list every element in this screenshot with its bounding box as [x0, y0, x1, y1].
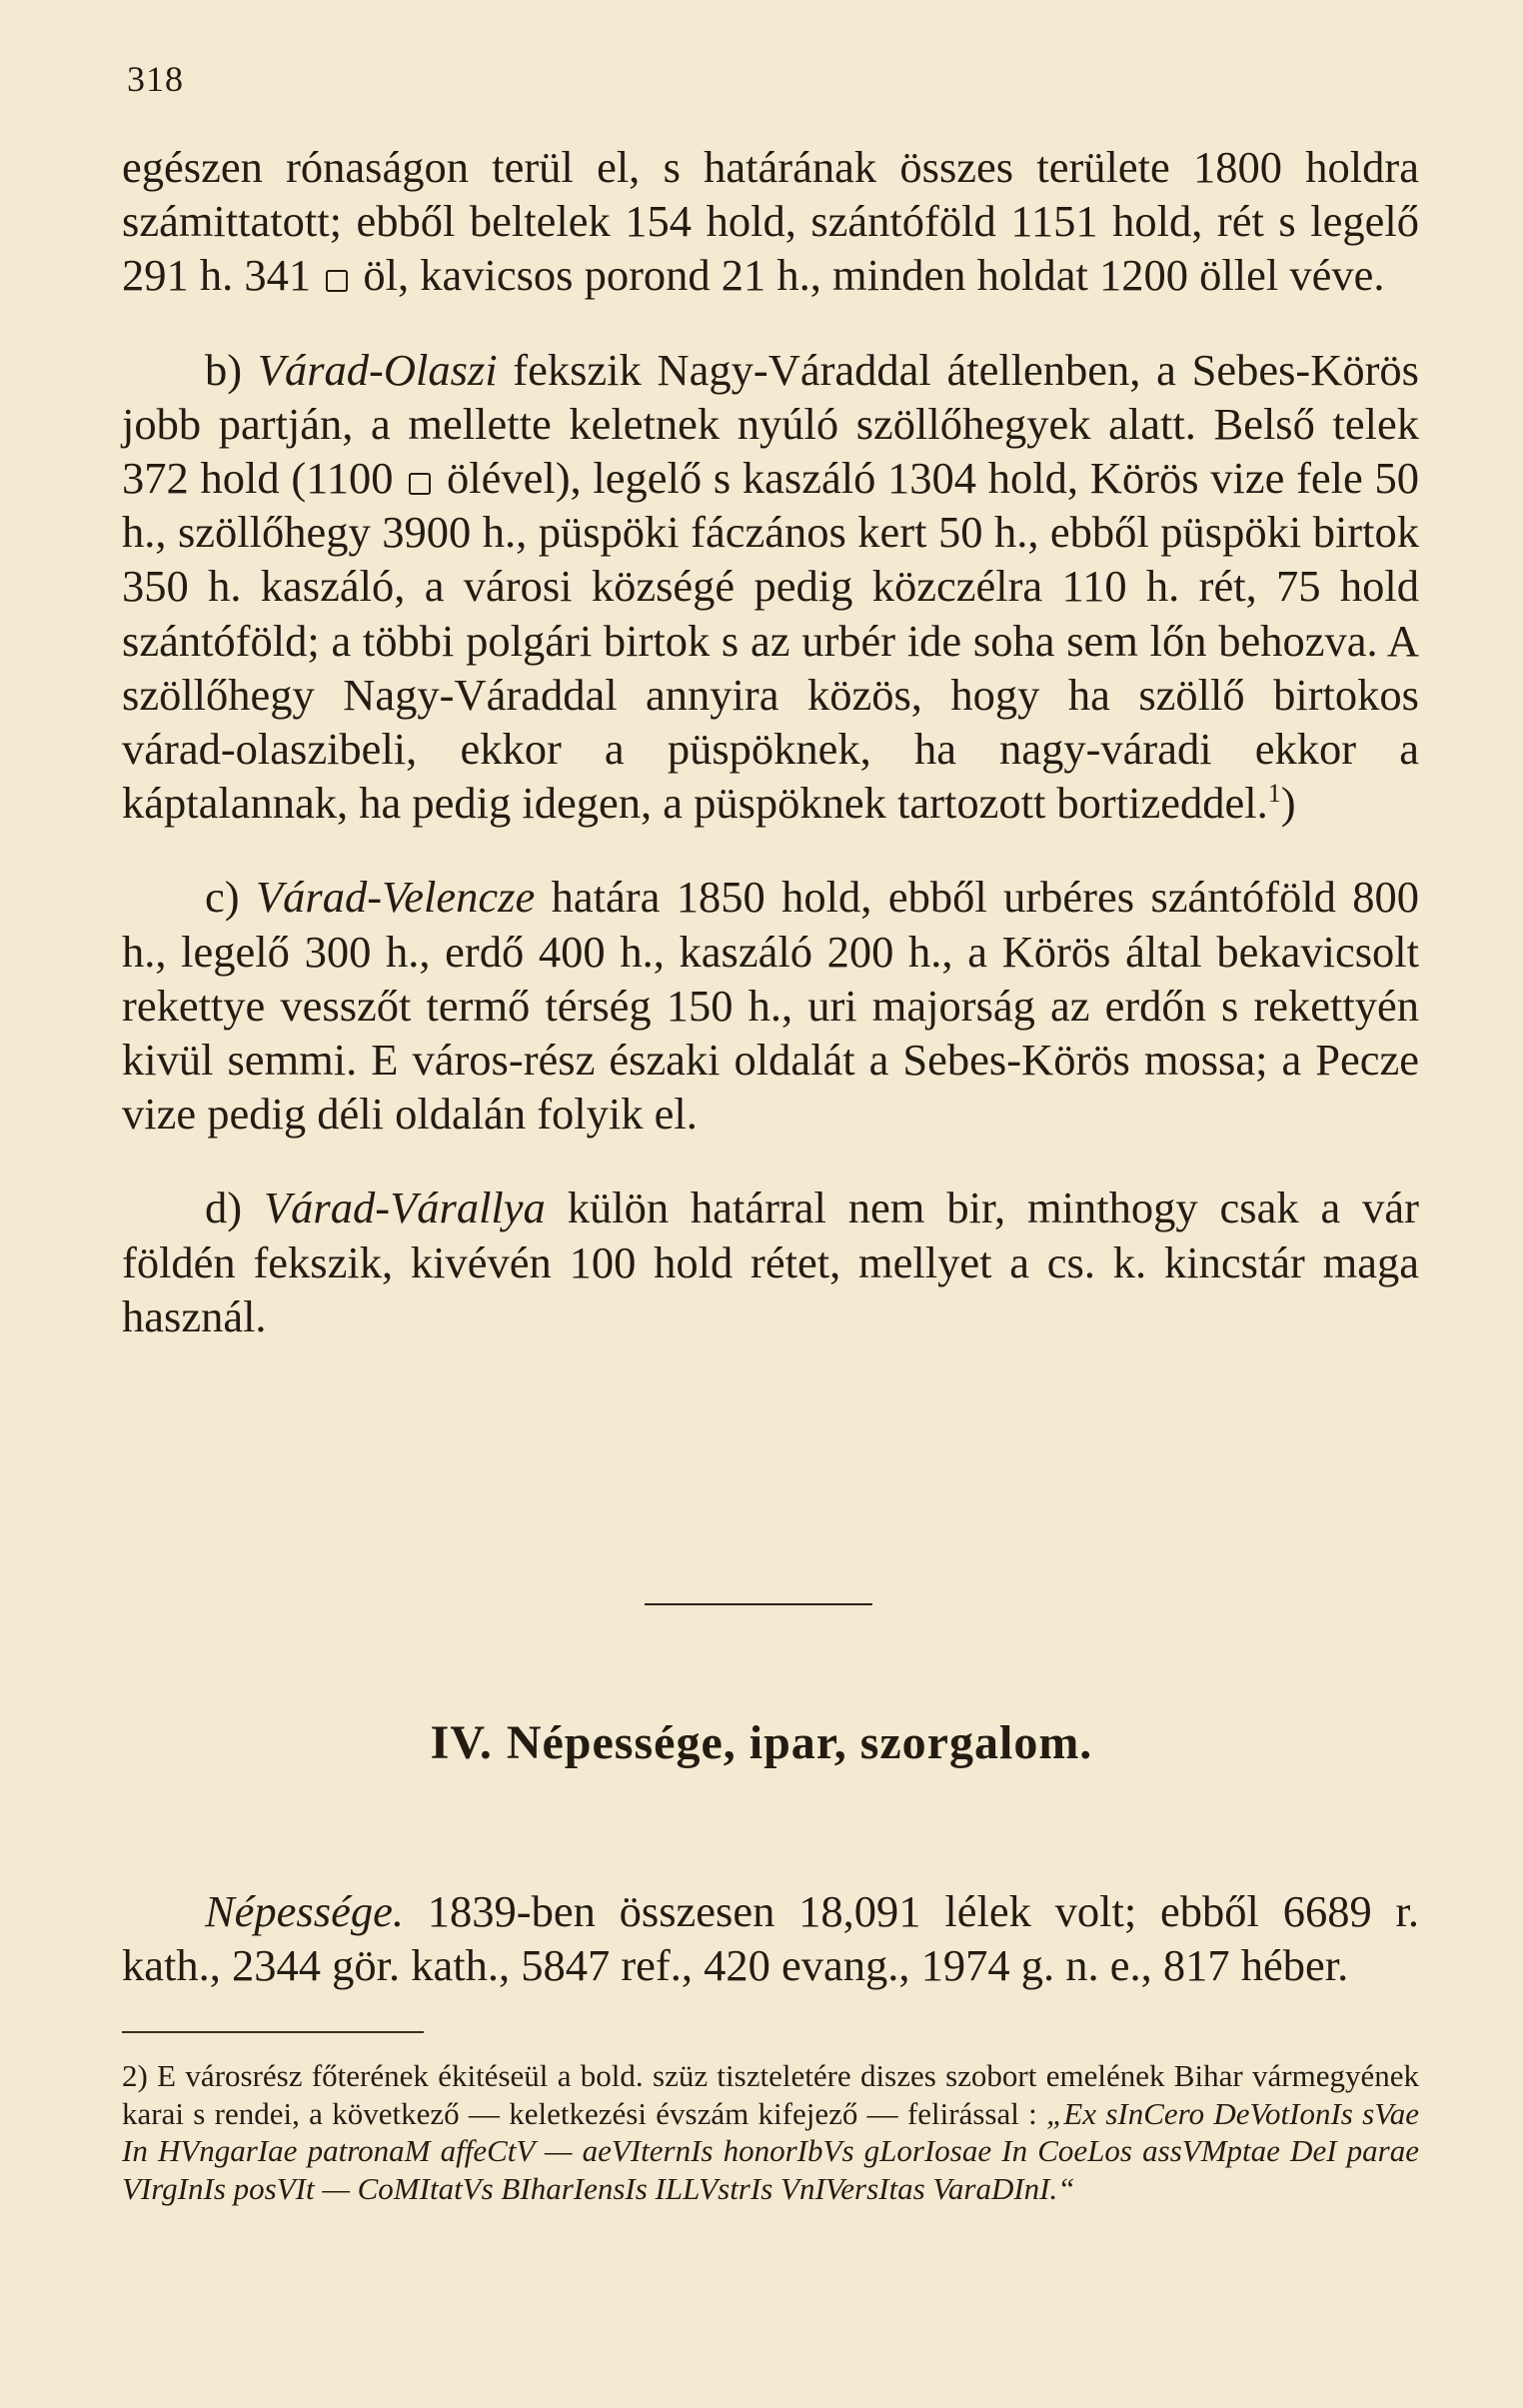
item-label: b): [205, 344, 258, 395]
footnote-rule: [122, 2031, 424, 2033]
item-label: c): [205, 872, 256, 923]
text: ): [1280, 778, 1296, 829]
footnote-ref: 1: [1267, 779, 1281, 809]
section-title: Népessége, ipar, szorgalom.: [506, 1716, 1093, 1769]
paragraph-d: [122, 1181, 1419, 1343]
paragraph-a: [122, 140, 1419, 303]
main-text: [122, 140, 1419, 1343]
population-paragraph: [122, 1884, 1419, 1992]
text: 1839-ben összesen 18,091 lélek volt; ebből 6689 r. kath., 2344 gör. kath., 5847 ref., 420 evang., 1974 g. n. e., 817 héber.: [122, 1885, 1419, 1990]
text: ölével), legelő s kaszáló 1304 hold, Körös vize fele 50 h., szöllőhegy 3900 h., püspöki fáczános kert 50 h., ebből püspöki birtok 350 h. kaszáló, a városi községé pedig közczélra 110 h. rét, 75 hold szántóföld; a többi polgári birtok s az urbér ide soha sem lőn behozva. A szöllőhegy Nagy-Váraddal annyira közös, hogy ha szöllő birtokos várad-olaszibeli, ekkor a püspöknek, ha nagy-váradi ekkor a káptalannak, ha pedig idegen, a püspöknek tartozott bortizeddel.: [122, 453, 1420, 829]
section-heading: [0, 1715, 1523, 1770]
section-divider: [645, 1603, 872, 1605]
text: egészen rónaságon terül el, s határának összes területe 1800 holdra számittatott; ebből beltelek 154 hold, szántóföld 1151 hold, rét s legelő 291 h. 341: [122, 142, 1419, 301]
place-name: Várad-Velencze: [255, 872, 536, 923]
text: külön határral nem bir, minthogy csak a vár földén fekszik, kivévén 100 hold rétet, mellyet a cs. k. kincstár maga használ.: [122, 1183, 1420, 1341]
square-symbol-icon: [409, 473, 431, 495]
section-number: IV.: [430, 1716, 493, 1769]
paragraph-b: [122, 343, 1419, 831]
square-symbol-icon: [326, 270, 348, 292]
footnote-marker: 2): [122, 2058, 148, 2093]
paragraph-c: [122, 870, 1419, 1141]
text: határa 1850 hold, ebből urbéres szántóföld 800 h., legelő 300 h., erdő 400 h., kaszáló 200 h., a Körös által bekavicsolt rekettye vesszőt termő térség 150 h., uri majorság az erdőn s rekettyén kivül semmi. E város-rész északi oldalát a Sebes-Körös mossa; a Pecze vize pedig déli oldalán folyik el.: [122, 872, 1419, 1140]
text: fekszik Nagy-Váraddal átellenben, a Sebes-Körös jobb partján, a mellette keletnek nyúló szöllőhegyek alatt. Belső telek 372 hold (1100: [122, 344, 1419, 504]
text: öl, kavicsos porond 21 h., minden holdat 1200 öllel véve.: [352, 250, 1385, 301]
place-name: Várad-Várallya: [264, 1183, 546, 1233]
footnote-text: E városrész főterének ékitéseül a bold. szüz tiszteletére diszes szobort emelének Bihar vármegyének karai s rendei, a következő — keletkezési évszám kifejező — felirással :: [122, 2058, 1419, 2131]
item-label: d): [205, 1183, 264, 1233]
footnote: [122, 2057, 1419, 2207]
place-name: Várad-Olaszi: [257, 344, 498, 395]
paragraph-lead: Népessége.: [205, 1885, 404, 1936]
footnote-inscription: „Ex sInCero DeVotIonIs sVae In HVngarIae patronaM affeCtV — aeVIternIs honorIbVs gLorIosae In CoeLos assVMptae DeI parae VIrgInIs posVIt — CoMItatVs BIharIensIs ILLVstrIs VnIVersItas VaraDInI.“: [122, 2095, 1420, 2206]
page-number: 318: [127, 59, 184, 99]
